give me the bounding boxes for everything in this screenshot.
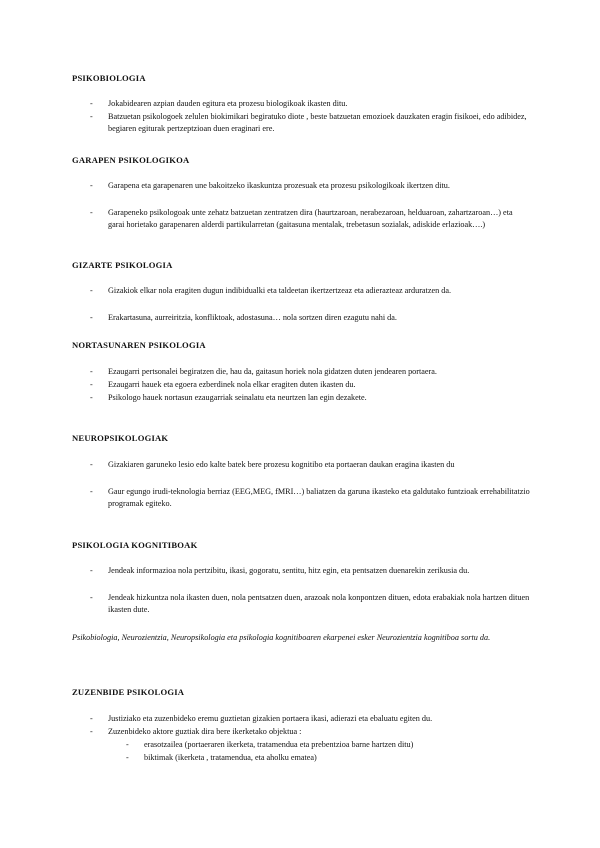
italic-note: Psikobiologia, Neurozientzia, Neuropsikologia eta psikologia kognitiboaren ekarpenei esker Neurozientzia kognitiboa sortu da. [72,633,491,642]
list-item: - Garapena eta garapenaren une bakoitzeko ikaskuntza prozesuak eta prozesu psikologikoak ikertzen ditu. [90,181,450,190]
list-item: - Justiziako eta zuzenbideko eremu guztietan gizakien portaera ikasi, adierazi eta ebaluatu egiten du. [90,714,433,723]
list-item: - Gaur egungo irudi-teknologia berriaz (EEG,MEG, fMRI…) baliatzen da garuna ikasteko eta galdutako funtzioak errehabilitatzio programak egiteko. [90,487,530,508]
section-heading-garapen: GARAPEN PSIKOLOGIKOA [72,155,190,165]
section-heading-zuzenbide: ZUZENBIDE PSIKOLOGIA [72,687,185,697]
list-item: - Gizakiok elkar nola eragiten dugun indibidualki eta taldeetan ikertzertzeaz eta adierazteaz arduratzen da. [90,286,452,295]
list-item: - Garapeneko psikologoak unte zehatz batzuetan zentratzen dira (haurtzaroan, nerabezaroan, helduaroan, zahartzaroan…) eta garai horietako garapenaren alderdi partikularretan (gaitasuna mentalak, trebetasun sozialak, adiskide erlazioak….) [90,208,513,229]
section-heading-nortasunaren: NORTASUNAREN PSIKOLOGIA [72,340,206,350]
list-item: - Ezaugarri pertsonalei begiratzen die, hau da, gaitasun horiek nola gidatzen duten jendearen portaera. [90,367,437,376]
list-item: - Psikologo hauek nortasun ezaugarriak seinalatu eta neurtzen lan egin dezakete. [90,393,367,402]
section-heading-psikobiologia: PSIKOBIOLOGIA [72,73,146,83]
list-item: - Batzuetan psikologoek zelulen biokimikari begiratuko diote , beste batzuetan emozioek dauzkaten eragin fisikoei, edo adibidez, begiaren egiturak pertzeptzioan duen eraginari ere. [90,112,527,133]
list-item: - Zuzenbideko aktore guztiak dira bere ikerketako objektua : [90,727,302,736]
list-item: - Ezaugarri hauek eta egoera ezberdinek nola elkar eragiten duten ikasten du. [90,380,356,389]
section-heading-kognitiboak: PSIKOLOGIA KOGNITIBOAK [72,540,198,550]
list-item: - Jendeak hizkuntza nola ikasten duen, nola pentsatzen duen, arazoak nola konpontzen dituen, edota erabakiak nola hartzen dituen ikasten dute. [90,593,530,614]
sub-list-item: - erasotzailea (portaeraren ikerketa, tratamendua eta prebentzioa barne hartzen ditu) [126,740,414,749]
section-heading-neuropsikologiak: NEUROPSIKOLOGIAK [72,433,169,443]
list-item: - Erakartasuna, aurreiritzia, konfliktoak, adostasuna… nola sortzen diren ezagutu nahi da. [90,313,397,322]
list-item: - Jokabidearen azpian dauden egitura eta prozesu biologikoak ikasten ditu. [90,99,348,108]
section-heading-gizarte: GIZARTE PSIKOLOGIA [72,260,173,270]
sub-list-item: - biktimak (ikerketa , tratamendua, eta aholku ematea) [126,753,317,762]
list-item: - Jendeak informazioa nola pertzibitu, ikasi, gogoratu, sentitu, hitz egin, eta pentsatzen duenarekin zerikusia du. [90,566,470,575]
list-item: - Gizakiaren garuneko lesio edo kalte batek bere prozesu kognitibo eta portaeran daukan eragina ikasten du [90,460,455,469]
